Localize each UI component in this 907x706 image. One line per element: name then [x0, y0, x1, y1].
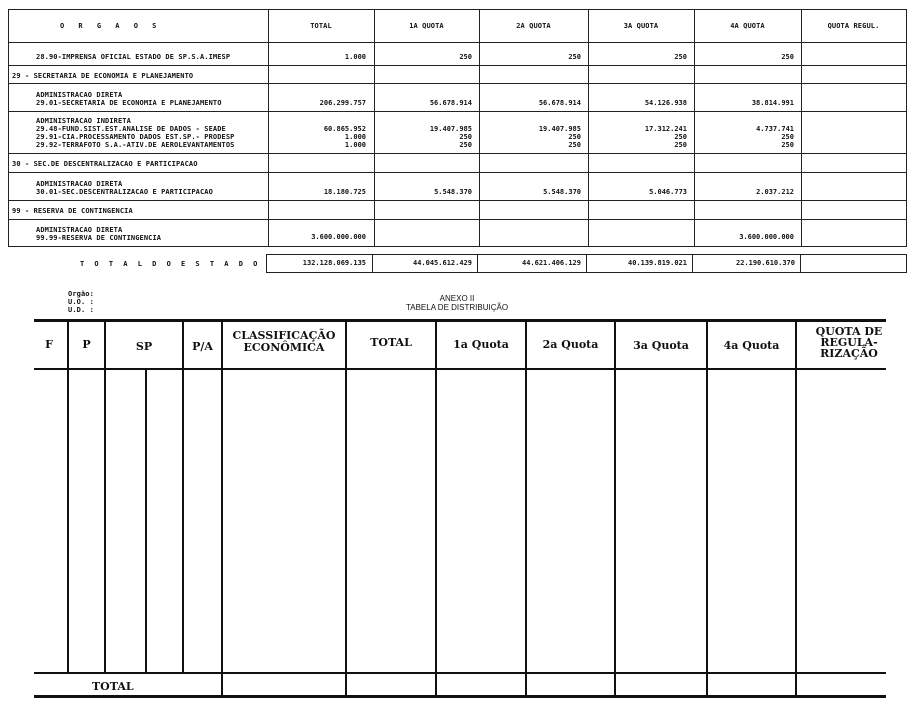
row-q3: 5.046.773 [649, 188, 687, 196]
row-total: 3.600.000.000 [311, 233, 366, 241]
col-header-classificacao: CLASSIFICAÇÃO ECONÔMICA [232, 329, 336, 354]
col-divider [614, 320, 616, 698]
row-q1: 250 [459, 141, 472, 149]
upper-table-header-border [8, 42, 907, 43]
dist-total-border [34, 672, 886, 674]
header-orgaos: O R G A O S [60, 22, 162, 30]
state-total-q1: 44.045.612.429 [412, 259, 472, 267]
row-q3: 250 [674, 133, 687, 141]
row-total: 1.000 [344, 53, 366, 61]
row-q1: 250 [459, 133, 472, 141]
annex-title: ANEXO II [439, 294, 475, 303]
row-label: 29.01-SECRETARIA DE ECONOMIA E PLANEJAMENTO [36, 99, 222, 107]
side-label-uo: U.O. : [68, 298, 94, 306]
col-divider [104, 320, 106, 674]
row-total: 60.865.952 [323, 125, 366, 133]
section-label: 30 - SEC.DE DESCENTRALIZACAO E PARTICIPACAO [12, 160, 198, 168]
row-label: 30.01-SEC.DESCENTRALIZACAO E PARTICIPACAO [36, 188, 213, 196]
row-q4: 38.814.991 [751, 99, 794, 107]
col-header-regularizacao: QUOTA DE REGULA- RIZAÇÃO [815, 325, 883, 360]
row-label: 99.99-RESERVA DE CONTINGENCIA [36, 234, 162, 242]
col-divider [525, 320, 527, 698]
row-q4: 2.037.212 [756, 188, 794, 196]
header-regul: QUOTA REGUL. [827, 22, 880, 30]
row-total: 206.299.757 [319, 99, 366, 107]
side-label-orgao: Orgão: [68, 290, 94, 298]
state-total-label: T O T A L D O E S T A D O [80, 260, 261, 268]
col-divider [800, 254, 801, 273]
col-header-q1: 1a Quota [453, 338, 509, 351]
row-divider [8, 219, 907, 220]
row-q3: 250 [674, 141, 687, 149]
row-q4: 3.600.000.000 [739, 233, 794, 241]
row-q2: 5.548.370 [543, 188, 581, 196]
row-q2: 250 [568, 133, 581, 141]
row-q3: 17.312.241 [644, 125, 687, 133]
side-label-ud: U.D. : [68, 306, 94, 314]
upper-table-left-border [8, 9, 9, 247]
col-header-sp: SP [135, 340, 153, 353]
row-q1: 5.548.370 [434, 188, 472, 196]
section-label: 99 - RESERVA DE CONTINGENCIA [12, 207, 133, 215]
row-label: ADMINISTRACAO DIRETA [36, 91, 123, 99]
row-divider [8, 200, 907, 201]
upper-table-top-border [8, 9, 907, 10]
row-label: 28.90-IMPRENSA OFICIAL ESTADO DE SP.S.A.IMESP [36, 53, 231, 61]
section-label: 29 - SECRETARIA DE ECONOMIA E PLANEJAMENTO [12, 72, 194, 80]
row-q2: 19.407.985 [538, 125, 581, 133]
row-label: 29.92-TERRAFOTO S.A.-ATIV.DE AEROLEVANTAMENTOS [36, 141, 235, 149]
row-q2: 250 [568, 53, 581, 61]
row-label: ADMINISTRACAO INDIRETA [36, 117, 131, 125]
state-total-q3: 40.139.819.021 [627, 259, 687, 267]
col-divider [182, 320, 184, 674]
row-label: 29.48-FUND.SIST.EST.ANALISE DE DADOS - SEADE [36, 125, 226, 133]
col-divider [801, 9, 802, 247]
col-divider [145, 370, 147, 674]
row-q2: 56.678.914 [538, 99, 581, 107]
row-q2: 250 [568, 141, 581, 149]
row-total: 18.180.725 [323, 188, 366, 196]
row-q4: 250 [781, 141, 794, 149]
col-divider [221, 320, 223, 698]
row-q1: 56.678.914 [429, 99, 472, 107]
dist-header-border [34, 368, 886, 370]
row-q4: 250 [781, 133, 794, 141]
row-label: 29.91-CIA.PROCESSAMENTO DADOS EST.SP.- PRODESP [36, 133, 235, 141]
header-q1: 1A QUOTA [409, 22, 444, 30]
row-total: 1.000 [344, 133, 366, 141]
dist-bottom-border [34, 695, 886, 698]
row-q3: 250 [674, 53, 687, 61]
state-total-total: 132.128.069.135 [302, 259, 366, 267]
col-divider [706, 320, 708, 698]
upper-table-bottom-border [8, 246, 907, 247]
row-divider [8, 153, 907, 154]
col-header-f: F [45, 338, 53, 351]
col-header-q4: 4a Quota [723, 339, 780, 352]
col-divider [795, 320, 797, 698]
row-q4: 4.737.741 [756, 125, 794, 133]
row-divider [8, 172, 907, 173]
row-q1: 250 [459, 53, 472, 61]
row-q1: 19.407.985 [429, 125, 472, 133]
header-q3: 3A QUOTA [623, 22, 659, 30]
row-divider [8, 65, 907, 66]
row-divider [8, 83, 907, 84]
state-total-q4: 22.190.610.370 [735, 259, 795, 267]
header-total: TOTAL [310, 22, 332, 30]
row-total: 1.000 [344, 141, 366, 149]
header-q2: 2A QUOTA [516, 22, 551, 30]
row-label: ADMINISTRACAO DIRETA [36, 226, 123, 234]
col-header-total: TOTAL [370, 336, 412, 349]
row-label: ADMINISTRACAO DIRETA [36, 180, 123, 188]
col-header-q3: 3a Quota [633, 339, 689, 352]
col-divider [67, 320, 69, 674]
row-q4: 250 [781, 53, 794, 61]
col-divider [435, 320, 437, 698]
col-header-p: P [82, 338, 91, 351]
annex-subtitle: TABELA DE DISTRIBUIÇÃO [405, 303, 509, 312]
col-header-pa: P/A [192, 340, 213, 353]
row-divider [8, 111, 907, 112]
footer-total-label: TOTAL [92, 680, 134, 693]
row-q3: 54.126.938 [644, 99, 687, 107]
header-q4: 4A QUOTA [730, 22, 765, 30]
col-header-q2: 2a Quota [542, 338, 599, 351]
col-divider [345, 320, 347, 698]
state-total-q2: 44.621.406.129 [521, 259, 581, 267]
dist-top-border [34, 319, 886, 322]
